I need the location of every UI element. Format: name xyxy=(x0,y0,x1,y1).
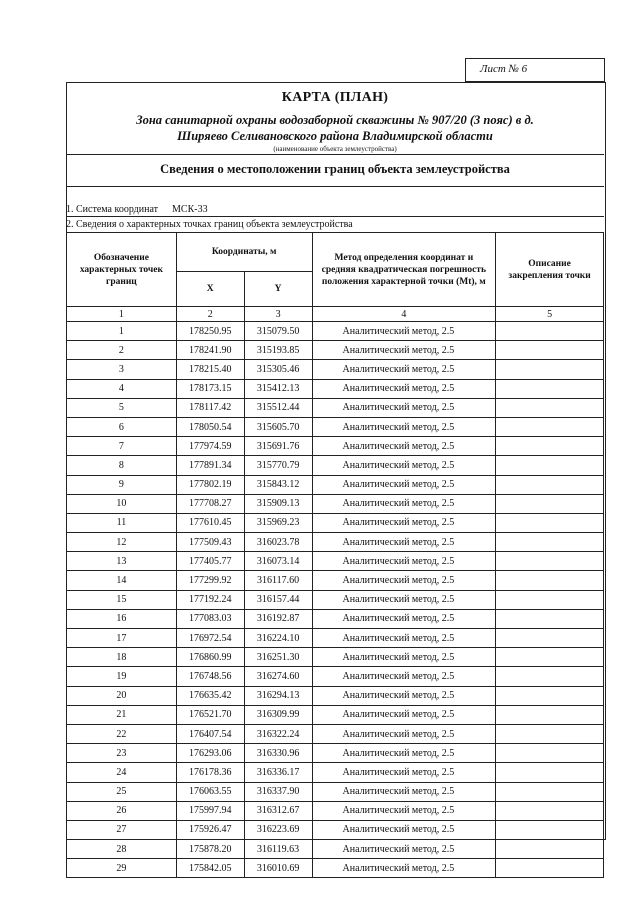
coord-x: 177708.27 xyxy=(176,494,244,513)
description-cell xyxy=(496,571,604,590)
coord-y: 316309.99 xyxy=(244,705,312,724)
table-row xyxy=(67,801,604,820)
method-cell: Аналитический метод, 2.5 xyxy=(312,475,496,494)
header-y: Y xyxy=(244,272,312,307)
point-number: 21 xyxy=(67,705,177,724)
coord-x: 176178.36 xyxy=(176,763,244,782)
point-number: 8 xyxy=(67,456,177,475)
description-cell xyxy=(496,379,604,398)
point-number: 23 xyxy=(67,744,177,763)
coord-x: 176972.54 xyxy=(176,629,244,648)
point-number: 18 xyxy=(67,648,177,667)
coord-x: 177299.92 xyxy=(176,571,244,590)
point-number: 26 xyxy=(67,801,177,820)
description-cell xyxy=(496,513,604,532)
coord-x: 175878.20 xyxy=(176,840,244,859)
point-number: 10 xyxy=(67,494,177,513)
coord-y: 315909.13 xyxy=(244,494,312,513)
description-cell xyxy=(496,859,604,878)
table-row xyxy=(67,840,604,859)
table-row xyxy=(67,782,604,801)
description-cell xyxy=(496,629,604,648)
description-cell xyxy=(496,590,604,609)
point-number: 25 xyxy=(67,782,177,801)
point-number: 4 xyxy=(67,379,177,398)
coord-y: 316224.10 xyxy=(244,629,312,648)
method-cell: Аналитический метод, 2.5 xyxy=(312,686,496,705)
description-cell xyxy=(496,341,604,360)
coord-x: 177610.45 xyxy=(176,513,244,532)
coord-y: 316330.96 xyxy=(244,744,312,763)
point-number: 6 xyxy=(67,417,177,436)
method-cell: Аналитический метод, 2.5 xyxy=(312,648,496,667)
point-number: 29 xyxy=(67,859,177,878)
method-cell: Аналитический метод, 2.5 xyxy=(312,379,496,398)
method-cell: Аналитический метод, 2.5 xyxy=(312,552,496,571)
method-cell: Аналитический метод, 2.5 xyxy=(312,398,496,417)
description-cell xyxy=(496,648,604,667)
method-cell: Аналитический метод, 2.5 xyxy=(312,360,496,379)
coord-x: 176748.56 xyxy=(176,667,244,686)
coord-y: 316336.17 xyxy=(244,763,312,782)
points-info-line: 2. Сведения о характерных точках границ объекта землеустройства xyxy=(66,219,353,230)
coordinate-system-label: 1. Система координат xyxy=(66,204,159,215)
table-row xyxy=(67,417,604,436)
method-cell: Аналитический метод, 2.5 xyxy=(312,629,496,648)
table-row xyxy=(67,475,604,494)
coord-x: 178173.15 xyxy=(176,379,244,398)
point-number: 16 xyxy=(67,609,177,628)
description-cell xyxy=(496,360,604,379)
coord-y: 315305.46 xyxy=(244,360,312,379)
column-number: 4 xyxy=(312,307,496,322)
table-row xyxy=(67,609,604,628)
coord-x: 178250.95 xyxy=(176,322,244,341)
table-row xyxy=(67,456,604,475)
point-number: 11 xyxy=(67,513,177,532)
point-number: 5 xyxy=(67,398,177,417)
point-number: 12 xyxy=(67,533,177,552)
method-cell: Аналитический метод, 2.5 xyxy=(312,782,496,801)
point-number: 13 xyxy=(67,552,177,571)
table-row xyxy=(67,398,604,417)
point-number: 20 xyxy=(67,686,177,705)
coord-x: 177974.59 xyxy=(176,437,244,456)
coord-y: 316192.87 xyxy=(244,609,312,628)
coord-x: 178117.42 xyxy=(176,398,244,417)
point-number: 24 xyxy=(67,763,177,782)
coordinate-system-line xyxy=(66,204,208,215)
method-cell: Аналитический метод, 2.5 xyxy=(312,571,496,590)
point-number: 15 xyxy=(67,590,177,609)
table-row xyxy=(67,379,604,398)
description-cell xyxy=(496,840,604,859)
method-cell: Аналитический метод, 2.5 xyxy=(312,341,496,360)
coord-x: 178050.54 xyxy=(176,417,244,436)
point-number: 17 xyxy=(67,629,177,648)
header-description: Описание закрепления точки xyxy=(496,233,604,307)
method-cell: Аналитический метод, 2.5 xyxy=(312,456,496,475)
method-cell: Аналитический метод, 2.5 xyxy=(312,667,496,686)
table-row xyxy=(67,629,604,648)
description-cell xyxy=(496,820,604,839)
description-cell xyxy=(496,763,604,782)
method-cell: Аналитический метод, 2.5 xyxy=(312,840,496,859)
coord-x: 176635.42 xyxy=(176,686,244,705)
point-number: 1 xyxy=(67,322,177,341)
table-row xyxy=(67,686,604,705)
description-cell xyxy=(496,724,604,743)
point-number: 2 xyxy=(67,341,177,360)
boundary-points-table xyxy=(66,232,604,878)
point-number: 3 xyxy=(67,360,177,379)
table-row xyxy=(67,744,604,763)
description-cell xyxy=(496,782,604,801)
coord-x: 175997.94 xyxy=(176,801,244,820)
coord-y: 316010.69 xyxy=(244,859,312,878)
document-title: КАРТА (ПЛАН) xyxy=(281,90,389,105)
sheet-number-box xyxy=(465,58,605,82)
coord-x: 177802.19 xyxy=(176,475,244,494)
description-cell xyxy=(496,494,604,513)
coord-y: 316322.24 xyxy=(244,724,312,743)
coord-y: 316119.63 xyxy=(244,840,312,859)
subtitle-caption: (наименование объекта землеустройства) xyxy=(273,145,397,153)
table-row xyxy=(67,590,604,609)
coord-y: 316073.14 xyxy=(244,552,312,571)
description-cell xyxy=(496,609,604,628)
section-title: Сведения о местоположении границ объекта землеустройства xyxy=(160,162,510,176)
description-cell xyxy=(496,456,604,475)
table-row xyxy=(67,437,604,456)
coord-x: 176293.06 xyxy=(176,744,244,763)
method-cell: Аналитический метод, 2.5 xyxy=(312,322,496,341)
coord-y: 316023.78 xyxy=(244,533,312,552)
coord-x: 177509.43 xyxy=(176,533,244,552)
header-coordinates: Координаты, м xyxy=(176,233,312,272)
coord-y: 316294.13 xyxy=(244,686,312,705)
column-number: 5 xyxy=(496,307,604,322)
point-number: 22 xyxy=(67,724,177,743)
description-cell xyxy=(496,437,604,456)
coord-x: 175842.05 xyxy=(176,859,244,878)
description-cell xyxy=(496,398,604,417)
column-number: 2 xyxy=(176,307,244,322)
coord-x: 177192.24 xyxy=(176,590,244,609)
table-row xyxy=(67,648,604,667)
coord-y: 316337.90 xyxy=(244,782,312,801)
table-row xyxy=(67,667,604,686)
coord-x: 176521.70 xyxy=(176,705,244,724)
table-row xyxy=(67,859,604,878)
point-number: 14 xyxy=(67,571,177,590)
coord-y: 316117.60 xyxy=(244,571,312,590)
coord-x: 175926.47 xyxy=(176,820,244,839)
description-cell xyxy=(496,744,604,763)
coord-y: 315412.13 xyxy=(244,379,312,398)
coord-x: 177083.03 xyxy=(176,609,244,628)
coord-y: 316157.44 xyxy=(244,590,312,609)
description-cell xyxy=(496,475,604,494)
coord-x: 176860.99 xyxy=(176,648,244,667)
table-row xyxy=(67,494,604,513)
table-row xyxy=(67,322,604,341)
description-cell xyxy=(496,322,604,341)
coord-x: 178215.40 xyxy=(176,360,244,379)
point-number: 27 xyxy=(67,820,177,839)
table-row xyxy=(67,552,604,571)
method-cell: Аналитический метод, 2.5 xyxy=(312,590,496,609)
coord-y: 315691.76 xyxy=(244,437,312,456)
table-row xyxy=(67,513,604,532)
sheet-number: Лист № 6 xyxy=(480,63,528,75)
coord-y: 315193.85 xyxy=(244,341,312,360)
header-point-id: Обозначение характерных точек границ xyxy=(67,233,177,307)
description-cell xyxy=(496,533,604,552)
method-cell: Аналитический метод, 2.5 xyxy=(312,705,496,724)
method-cell: Аналитический метод, 2.5 xyxy=(312,801,496,820)
description-cell xyxy=(496,705,604,724)
coord-y: 316251.30 xyxy=(244,648,312,667)
coord-y: 316223.69 xyxy=(244,820,312,839)
point-number: 28 xyxy=(67,840,177,859)
description-cell xyxy=(496,686,604,705)
point-number: 7 xyxy=(67,437,177,456)
table-row xyxy=(67,705,604,724)
coord-y: 316312.67 xyxy=(244,801,312,820)
header-x: X xyxy=(176,272,244,307)
description-cell xyxy=(496,417,604,436)
table-row xyxy=(67,360,604,379)
description-cell xyxy=(496,552,604,571)
coord-x: 177405.77 xyxy=(176,552,244,571)
method-cell: Аналитический метод, 2.5 xyxy=(312,609,496,628)
coord-y: 315512.44 xyxy=(244,398,312,417)
divider xyxy=(66,216,604,217)
table-row xyxy=(67,341,604,360)
method-cell: Аналитический метод, 2.5 xyxy=(312,724,496,743)
table-row xyxy=(67,763,604,782)
method-cell: Аналитический метод, 2.5 xyxy=(312,533,496,552)
method-cell: Аналитический метод, 2.5 xyxy=(312,437,496,456)
table-row xyxy=(67,533,604,552)
column-number: 1 xyxy=(67,307,177,322)
divider xyxy=(66,154,604,155)
method-cell: Аналитический метод, 2.5 xyxy=(312,763,496,782)
divider xyxy=(66,186,604,187)
description-cell xyxy=(496,667,604,686)
method-cell: Аналитический метод, 2.5 xyxy=(312,417,496,436)
coord-y: 315770.79 xyxy=(244,456,312,475)
table-row xyxy=(67,724,604,743)
subtitle-line-1: Зона санитарной охраны водозаборной скважины № 907/20 (3 пояс) в д. xyxy=(136,113,534,127)
coord-x: 177891.34 xyxy=(176,456,244,475)
coordinate-system-value: МСК-33 xyxy=(172,204,208,215)
coord-x: 176063.55 xyxy=(176,782,244,801)
method-cell: Аналитический метод, 2.5 xyxy=(312,820,496,839)
coord-y: 315843.12 xyxy=(244,475,312,494)
description-cell xyxy=(496,801,604,820)
coord-y: 315079.50 xyxy=(244,322,312,341)
coord-x: 176407.54 xyxy=(176,724,244,743)
table-row xyxy=(67,820,604,839)
method-cell: Аналитический метод, 2.5 xyxy=(312,513,496,532)
method-cell: Аналитический метод, 2.5 xyxy=(312,744,496,763)
header-method: Метод определения координат и средняя квадратическая погрешность положения характерной точки (Мt), м xyxy=(312,233,496,307)
document-subtitle xyxy=(66,112,604,144)
method-cell: Аналитический метод, 2.5 xyxy=(312,859,496,878)
method-cell: Аналитический метод, 2.5 xyxy=(312,494,496,513)
coord-y: 315605.70 xyxy=(244,417,312,436)
subtitle-line-2: Ширяево Селивановского района Владимирской области xyxy=(177,129,493,143)
column-number: 3 xyxy=(244,307,312,322)
table-row xyxy=(67,571,604,590)
coord-x: 178241.90 xyxy=(176,341,244,360)
coord-y: 315969.23 xyxy=(244,513,312,532)
point-number: 19 xyxy=(67,667,177,686)
coord-y: 316274.60 xyxy=(244,667,312,686)
point-number: 9 xyxy=(67,475,177,494)
